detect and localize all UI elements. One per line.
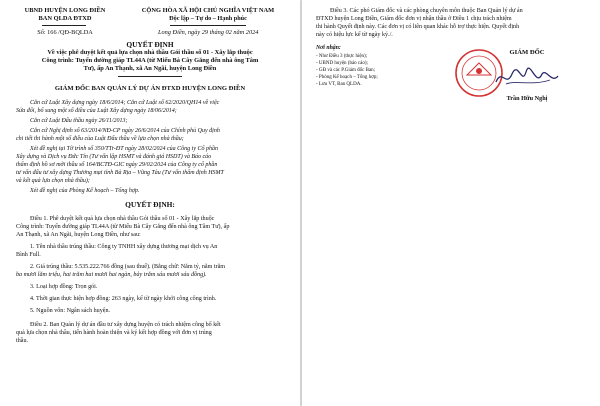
basis-line: Căn cứ Luật Đấu thầu ngày 26/11/2013; bbox=[30, 118, 128, 124]
article-1-line: Điều 1. Phê duyệt kết quả lựa chọn nhà thầu Gói thầu số 01 - Xây lắp thuộc bbox=[30, 216, 215, 222]
article-1-line: An Thạnh, xã An Ngãi, huyện Long Điền, như sau: bbox=[16, 232, 141, 238]
document-number: Số: 166 /QĐ-BQLDA bbox=[37, 29, 93, 36]
item-line: ba mươi lăm triệu, hai trăm hai mươi hai ngàn, bảy trăm sáu mươi sáu đồng). bbox=[16, 272, 207, 278]
signature-mark bbox=[492, 62, 562, 92]
item-line: 2. Giá trúng thầu: 5.535.222.766 đồng (sau thuế). (Bằng chữ: Năm tỷ, năm trăm bbox=[30, 264, 226, 270]
article-3-line: Điều 3. Các phó Giám đốc và các phòng chuyên môn thuộc Ban Quản lý dự án bbox=[330, 8, 523, 14]
document-type: QUYẾT ĐỊNH bbox=[126, 40, 174, 49]
basis-line: Căn cứ Luật Xây dựng ngày 18/6/2014; Căn cứ Luật số 62/2020/QH14 về việc bbox=[30, 100, 220, 106]
place-date: Long Điền, ngày 29 tháng 02 năm 2024 bbox=[158, 29, 259, 36]
article-2-line: thầu. bbox=[16, 338, 29, 344]
basis-line: tư vấn đấu tư xây dựng Thương mại tỉnh Bà Rịa – Vũng Tàu (Tư vấn thẩm định HSMT bbox=[16, 170, 224, 176]
recipient-item: - Như Điều 3 (thực hiện); bbox=[316, 54, 368, 59]
item-line: 1. Tên nhà thầu trúng thầu: Công ty TNHH xây dựng thương mại dịch vụ An bbox=[30, 244, 218, 250]
org-name-line1: UBND HUYỆN LONG ĐIỀN bbox=[24, 7, 106, 14]
decision-heading: QUYẾT ĐỊNH: bbox=[125, 200, 175, 209]
basis-line: Xây dựng và Dịch vụ Đức Tín (Tư vấn lập HSMT và đánh giá HSDT) và Báo cáo bbox=[16, 154, 212, 160]
basis-line: Xét đề nghị tại Tờ trình số 350/TTr-ĐT ngày 28/02/2024 của Công ty Cổ phần bbox=[30, 146, 218, 152]
subject-line-1: Về việc phê duyệt kết quả lựa chọn nhà thầu Gói thầu số 01 - Xây lắp thuộc bbox=[47, 49, 253, 56]
org-underline bbox=[42, 25, 86, 26]
article-3-line: này có hiệu lực kể từ ngày ký./. bbox=[316, 32, 393, 38]
article-3-line: ĐTXD huyện Long Điền, Giám đốc đơn vị nhận thầu ở Điều 1 chịu trách nhiệm bbox=[316, 16, 512, 22]
article-1-line: Công trình: Tuyến đường giáp TL44A (từ Miếu Bà Cây Găng đến nhà ông Tâm Tư), ấp bbox=[16, 224, 230, 230]
article-2-line: Điều 2. Ban Quản lý dự án đầu tư xây dựng huyện có trách nhiệm công bố kết bbox=[30, 322, 221, 328]
nation-title: CỘNG HÒA XÃ HỘI CHỦ NGHĨA VIỆT NAM bbox=[141, 7, 275, 14]
basis-line: Sửa đổi, bổ sung một số điều của Luật Xây dựng ngày 18/06/2014; bbox=[16, 108, 177, 114]
item-line: 4. Thời gian thực hiện hợp đồng: 263 ngày, kể từ ngày khởi công công trình. bbox=[30, 296, 217, 302]
recipient-item: - Lưu VT, Ban QLDA. bbox=[316, 82, 362, 87]
item-line: 3. Loại hợp đồng: Trọn gói. bbox=[30, 284, 98, 290]
article-2-line: quả lựa chọn nhà thầu, tiến hành hoàn thiện và ký kết hợp đồng với đơn vị trúng bbox=[16, 330, 212, 336]
item-line: Bình Full. bbox=[16, 252, 41, 258]
recipient-item: - Phòng Kế hoạch – Tổng hợp; bbox=[316, 75, 378, 80]
subject-line-2: Công trình: Tuyến đường giáp TL44A (từ Miếu Bà Cây Găng đến nhà ông Tâm bbox=[41, 57, 259, 64]
basis-line: Xét đề nghị của Phòng Kế hoạch – Tổng hợp. bbox=[30, 188, 140, 194]
org-name-line2: BAN QLDA ĐTXD bbox=[38, 15, 92, 22]
motto-underline bbox=[170, 25, 246, 26]
article-3-line: thi hành Quyết định này. Các đơn vị có liên quan khác hỗ trợ thực hiện. Quyết định bbox=[316, 24, 520, 30]
recipient-item: - UBND huyện (báo cáo); bbox=[316, 61, 368, 66]
subject-line-3: Tư), ấp An Thạnh, xã An Ngãi, huyện Long Điền bbox=[83, 65, 217, 72]
basis-line: chi tiết thi hành một số điều của Luật Đấu thầu về lựa chọn nhà thầu; bbox=[16, 136, 184, 142]
signer-name: Trần Hữu Nghị bbox=[506, 95, 548, 102]
item-line: 5. Nguồn vốn: Ngân sách huyện. bbox=[30, 308, 111, 314]
recipients-label: Nơi nhận: bbox=[316, 45, 341, 51]
document-page-2 bbox=[302, 0, 600, 406]
basis-line: Căn cứ Nghị định số 63/2014/NĐ-CP ngày 26/6/2014 của Chính phủ Quy định bbox=[30, 128, 220, 134]
issuing-authority: GIÁM ĐỐC BAN QUẢN LÝ DỰ ÁN ĐTXD HUYỆN LONG ĐIỀN bbox=[54, 85, 246, 92]
nation-motto: Độc lập – Tự do – Hạnh phúc bbox=[169, 15, 247, 22]
basis-line: thẩm định hồ sơ mời thầu số 164/BCTĐ-GIC ngày 29/02/2024 của Công ty cổ phần bbox=[16, 162, 218, 168]
basis-line: và kết quả lựa chọn nhà thầu); bbox=[16, 178, 90, 184]
recipient-item: - GĐ và các P.Giám đốc Ban; bbox=[316, 68, 376, 73]
signer-title: GIÁM ĐỐC bbox=[509, 49, 545, 56]
subject-underline bbox=[118, 76, 182, 77]
